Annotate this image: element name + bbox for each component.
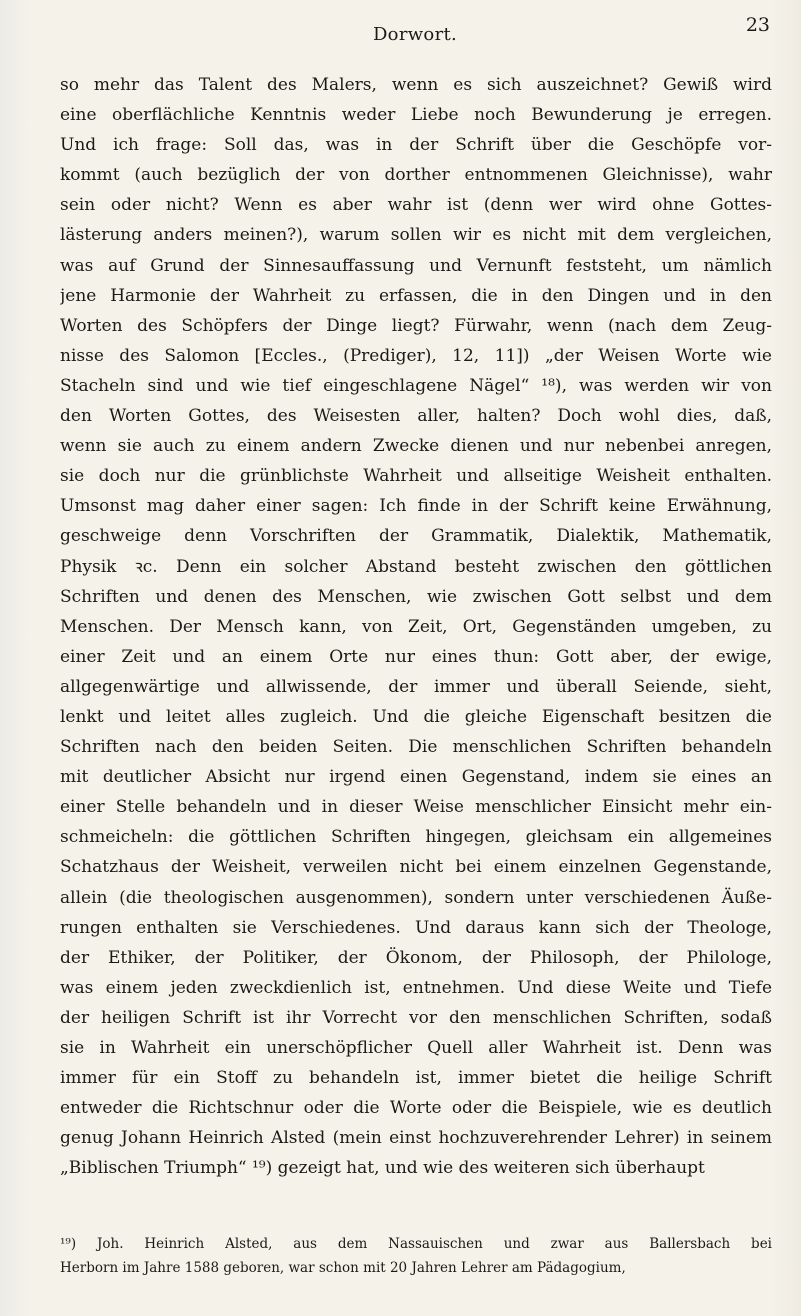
text-line: rungen enthalten sie Verschiedenes. Und daraus kann sich der Theologe, (60, 917, 772, 938)
text-line: einer Stelle behandeln und in dieser Weise menschlicher Einsicht mehr ein- (60, 797, 772, 818)
text-line: kommt (auch bezüglich der von dorther entnommenen Gleichnisse), wahr (60, 165, 772, 186)
text-line: so mehr das Talent des Malers, wenn es sich auszeichnet? Gewiß wird (60, 75, 772, 95)
footnote (60, 1232, 772, 1280)
text-line: schmeicheln: die göttlichen Schriften hingegen, gleichsam ein allgemeines (60, 827, 772, 848)
text-line: den Worten Gottes, des Weisesten aller, halten? Doch wohl dies, daß, (60, 406, 772, 427)
text-line: was auf Grund der Sinnesauffassung und Vernunft feststeht, um nämlich (60, 255, 772, 276)
text-line: genug Johann Heinrich Alsted (mein einst hochzuverehrender Lehrer) in seinem (60, 1128, 772, 1149)
text-line: Und ich frage: Soll das, was in der Schrift über die Geschöpfe vor- (60, 135, 772, 156)
text-line: Physik ꝛc. Denn ein solcher Abstand besteht zwischen den göttlichen (60, 556, 772, 577)
footnote-line: Herborn im Jahre 1588 geboren, war schon mit 20 Jahren Lehrer am Pädagogium, (60, 1260, 626, 1276)
text-line: eine oberflächliche Kenntnis weder Liebe noch Bewunderung je erregen. (60, 105, 772, 126)
text-line: Schriften und denen des Menschen, wie zwischen Gott selbst und dem (60, 586, 772, 607)
body-text (60, 70, 772, 1183)
page-number: 23 (745, 14, 770, 36)
text-line: jene Harmonie der Wahrheit zu erfassen, die in den Dingen und in den (60, 285, 772, 306)
text-line: was einem jeden zweckdienlich ist, entnehmen. Und diese Weite und Tiefe (60, 977, 772, 998)
text-line: lästerung anders meinen?), warum sollen wir es nicht mit dem vergleichen, (60, 225, 772, 246)
text-line: „Biblischen Triumph“ ¹⁹) gezeigt hat, und wie des weiteren sich überhaupt (60, 1158, 705, 1179)
text-line: sein oder nicht? Wenn es aber wahr ist (denn wer wird ohne Gottes- (60, 195, 772, 216)
text-line: wenn sie auch zu einem andern Zwecke dienen und nur nebenbei anregen, (60, 436, 772, 457)
text-line: mit deutlicher Absicht nur irgend einen Gegenstand, indem sie eines an (60, 767, 772, 788)
text-line: allgegenwärtige und allwissende, der immer und überall Seiende, sieht, (60, 676, 772, 697)
text-line: Schriften nach den beiden Seiten. Die menschlichen Schriften behandeln (60, 737, 772, 758)
text-line: Umsonst mag daher einer sagen: Ich finde in der Schrift keine Erwähnung, (60, 496, 772, 517)
text-line: allein (die theologischen ausgenommen), sondern unter verschiedenen Äuße- (60, 887, 772, 908)
text-line: der heiligen Schrift ist ihr Vorrecht vor den menschlichen Schriften, sodaß (60, 1007, 772, 1028)
text-line: sie in Wahrheit ein unerschöpflicher Quell aller Wahrheit ist. Denn was (60, 1038, 772, 1058)
running-head (60, 12, 770, 52)
text-line: einer Zeit und an einem Orte nur eines thun: Gott aber, der ewige, (60, 646, 772, 667)
text-line: Menschen. Der Mensch kann, von Zeit, Ort, Gegenständen umgeben, zu (60, 616, 772, 637)
text-line: Worten des Schöpfers der Dinge liegt? Fürwahr, wenn (nach dem Zeug- (60, 315, 772, 336)
text-line: entweder die Richtschnur oder die Worte oder die Beispiele, wie es deutlich (60, 1098, 772, 1119)
text-line: Stacheln sind und wie tief eingeschlagene Nägel“ ¹⁸), was werden wir von (60, 375, 772, 396)
text-line: lenkt und leitet alles zugleich. Und die gleiche Eigenschaft besitzen die (60, 706, 772, 727)
text-line: Schatzhaus der Weisheit, verweilen nicht bei einem einzelnen Gegenstande, (60, 857, 772, 878)
text-line: nisse des Salomon [Eccles., (Prediger), 12, 11]) „der Weisen Worte wie (60, 345, 772, 366)
text-line: sie doch nur die grünblichste Wahrheit und allseitige Weisheit enthalten. (60, 466, 772, 487)
running-title: Dorwort. (372, 24, 458, 45)
text-line: der Ethiker, der Politiker, der Ökonom, der Philosoph, der Philologe, (60, 947, 772, 968)
text-line: immer für ein Stoff zu behandeln ist, immer bietet die heilige Schrift (60, 1068, 772, 1089)
footnote-line: ¹⁹) Joh. Heinrich Alsted, aus dem Nassauischen und zwar aus Ballersbach bei (60, 1236, 772, 1252)
text-line: geschweige denn Vorschriften der Grammatik, Dialektik, Mathematik, (60, 526, 772, 547)
